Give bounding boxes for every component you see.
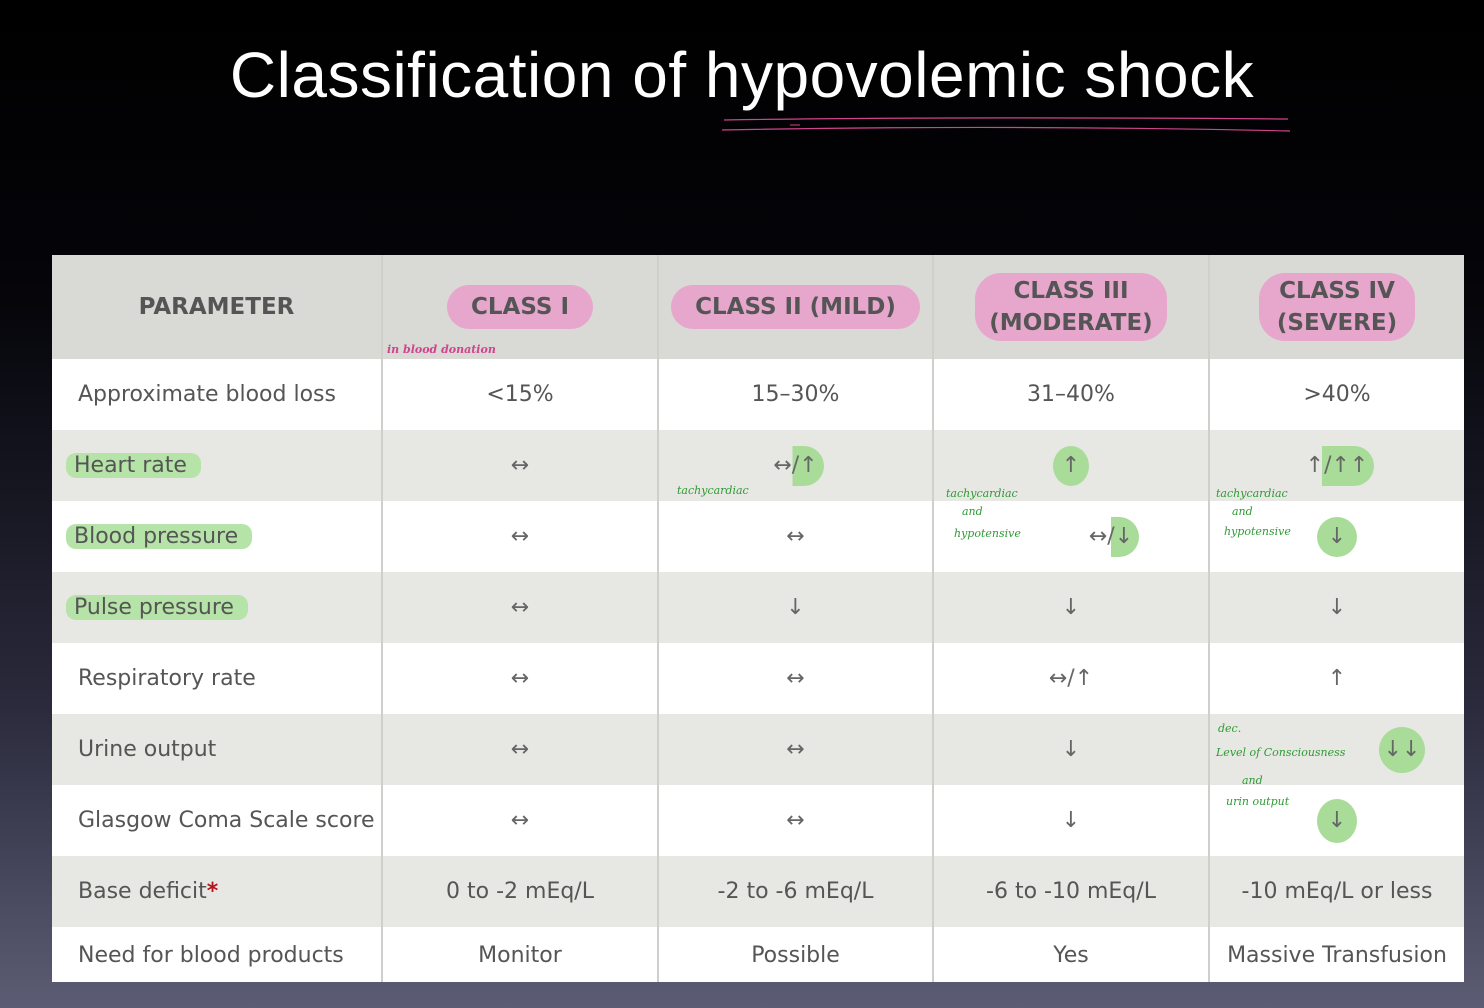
value-cell: Monitor bbox=[382, 927, 658, 982]
table-row bbox=[52, 927, 1464, 982]
value-cell: ↔ bbox=[382, 430, 658, 501]
param-cell bbox=[52, 501, 382, 572]
c3-note-line-3: hypotensive bbox=[954, 527, 1021, 540]
c3-note-line-2: and bbox=[962, 505, 983, 518]
shock-classification-table bbox=[52, 255, 1464, 982]
table-row bbox=[52, 714, 1464, 785]
bp-c3-highlight: ↔/↓ bbox=[1083, 517, 1139, 557]
table-row bbox=[52, 501, 1464, 572]
value-cell: -10 mEq/L or less bbox=[1241, 879, 1433, 904]
c4-urine-note-1: dec. bbox=[1218, 722, 1242, 735]
value-cell bbox=[1209, 785, 1464, 856]
header-class-3 bbox=[933, 255, 1209, 359]
value-cell: ↔ bbox=[658, 714, 933, 785]
class-1-handwritten-note: in blood donation bbox=[387, 343, 496, 356]
table-header-row bbox=[52, 255, 1464, 359]
value-cell: <15% bbox=[382, 359, 658, 430]
asterisk-marker: * bbox=[206, 879, 219, 904]
value-cell: -6 to -10 mEq/L bbox=[933, 856, 1209, 927]
value-cell: ↓ bbox=[933, 714, 1209, 785]
value-cell: 15–30% bbox=[658, 359, 933, 430]
value-cell: Possible bbox=[658, 927, 933, 982]
table-row bbox=[52, 572, 1464, 643]
class-3-label: CLASS III (MODERATE) bbox=[975, 273, 1166, 341]
class-2-label: CLASS II (MILD) bbox=[671, 285, 920, 329]
value-cell: ↑ bbox=[1327, 666, 1347, 691]
value-cell: ↓ bbox=[1327, 595, 1347, 620]
value-cell: -2 to -6 mEq/L bbox=[658, 856, 933, 927]
bp-c4-highlight: ↓ bbox=[1317, 517, 1357, 557]
table-row bbox=[52, 785, 1464, 856]
value-cell bbox=[933, 487, 1209, 572]
value-cell: ↔ bbox=[382, 785, 658, 856]
value-cell: ↔/↑ bbox=[933, 643, 1209, 714]
param-cell: Base deficit* bbox=[52, 856, 382, 927]
c4-urine-note-3: and bbox=[1242, 774, 1263, 787]
table-row bbox=[52, 359, 1464, 430]
param-cell: Respiratory rate bbox=[52, 643, 382, 714]
gcs-c4-highlight: ↓ bbox=[1317, 799, 1357, 843]
value-cell: ↔ bbox=[382, 572, 658, 643]
value-cell: 0 to -2 mEq/L bbox=[382, 856, 658, 927]
header-class-2 bbox=[658, 255, 933, 359]
value-cell: 31–40% bbox=[933, 359, 1209, 430]
heart-rate-c4-highlight: ↑/↑↑ bbox=[1300, 446, 1375, 486]
c3-note-line-1: tachycardiac bbox=[946, 487, 1018, 500]
heart-rate-highlight: Heart rate bbox=[66, 453, 201, 478]
c4-note-line-3: hypotensive bbox=[1224, 525, 1291, 538]
heart-rate-c2-highlight: ↔/↑ bbox=[767, 446, 823, 486]
value-cell: ↔ bbox=[382, 714, 658, 785]
param-cell: Glasgow Coma Scale score bbox=[52, 785, 382, 856]
slide-title: Classification of hypovolemic shock bbox=[229, 39, 1255, 111]
param-cell bbox=[52, 572, 382, 643]
value-cell: Yes bbox=[933, 927, 1209, 982]
value-cell: >40% bbox=[1303, 382, 1371, 407]
class-1-label: CLASS I bbox=[447, 285, 593, 329]
param-cell: Approximate blood loss bbox=[52, 359, 382, 430]
table-row bbox=[52, 643, 1464, 714]
value-cell: ↔ bbox=[658, 501, 933, 572]
value-cell bbox=[1209, 714, 1464, 785]
class-4-label: CLASS IV (SEVERE) bbox=[1259, 273, 1415, 341]
header-class-1 bbox=[382, 255, 658, 359]
tachycardiac-note: tachycardiac bbox=[677, 484, 749, 497]
value-cell: ↓ bbox=[658, 572, 933, 643]
heart-rate-c3-highlight: ↑ bbox=[1053, 446, 1089, 486]
blood-pressure-highlight: Blood pressure bbox=[66, 524, 252, 549]
value-cell: Massive Transfusion bbox=[1227, 942, 1447, 968]
c4-urine-note-4: urin output bbox=[1226, 795, 1290, 808]
param-cell bbox=[52, 430, 382, 501]
value-cell: ↔ bbox=[658, 643, 933, 714]
c4-note-line-2: and bbox=[1232, 505, 1253, 518]
value-cell bbox=[1209, 487, 1464, 572]
param-cell: Need for blood products bbox=[52, 927, 382, 982]
param-cell: Urine output bbox=[52, 714, 382, 785]
value-cell: ↓ bbox=[933, 572, 1209, 643]
value-cell: ↔ bbox=[382, 643, 658, 714]
c4-note-line-1: tachycardiac bbox=[1216, 487, 1288, 500]
value-cell bbox=[658, 430, 933, 501]
value-cell: ↓ bbox=[933, 785, 1209, 856]
header-class-4 bbox=[1209, 255, 1464, 359]
pulse-pressure-highlight: Pulse pressure bbox=[66, 595, 248, 620]
header-parameter: PARAMETER bbox=[52, 255, 382, 359]
c4-urine-note-2: Level of Consciousness bbox=[1216, 746, 1346, 759]
urine-c4-highlight: ↓↓ bbox=[1379, 727, 1425, 773]
value-cell: ↔ bbox=[382, 501, 658, 572]
title-underline-annotation bbox=[720, 112, 1300, 136]
value-cell: ↔ bbox=[658, 785, 933, 856]
table-row bbox=[52, 856, 1464, 927]
